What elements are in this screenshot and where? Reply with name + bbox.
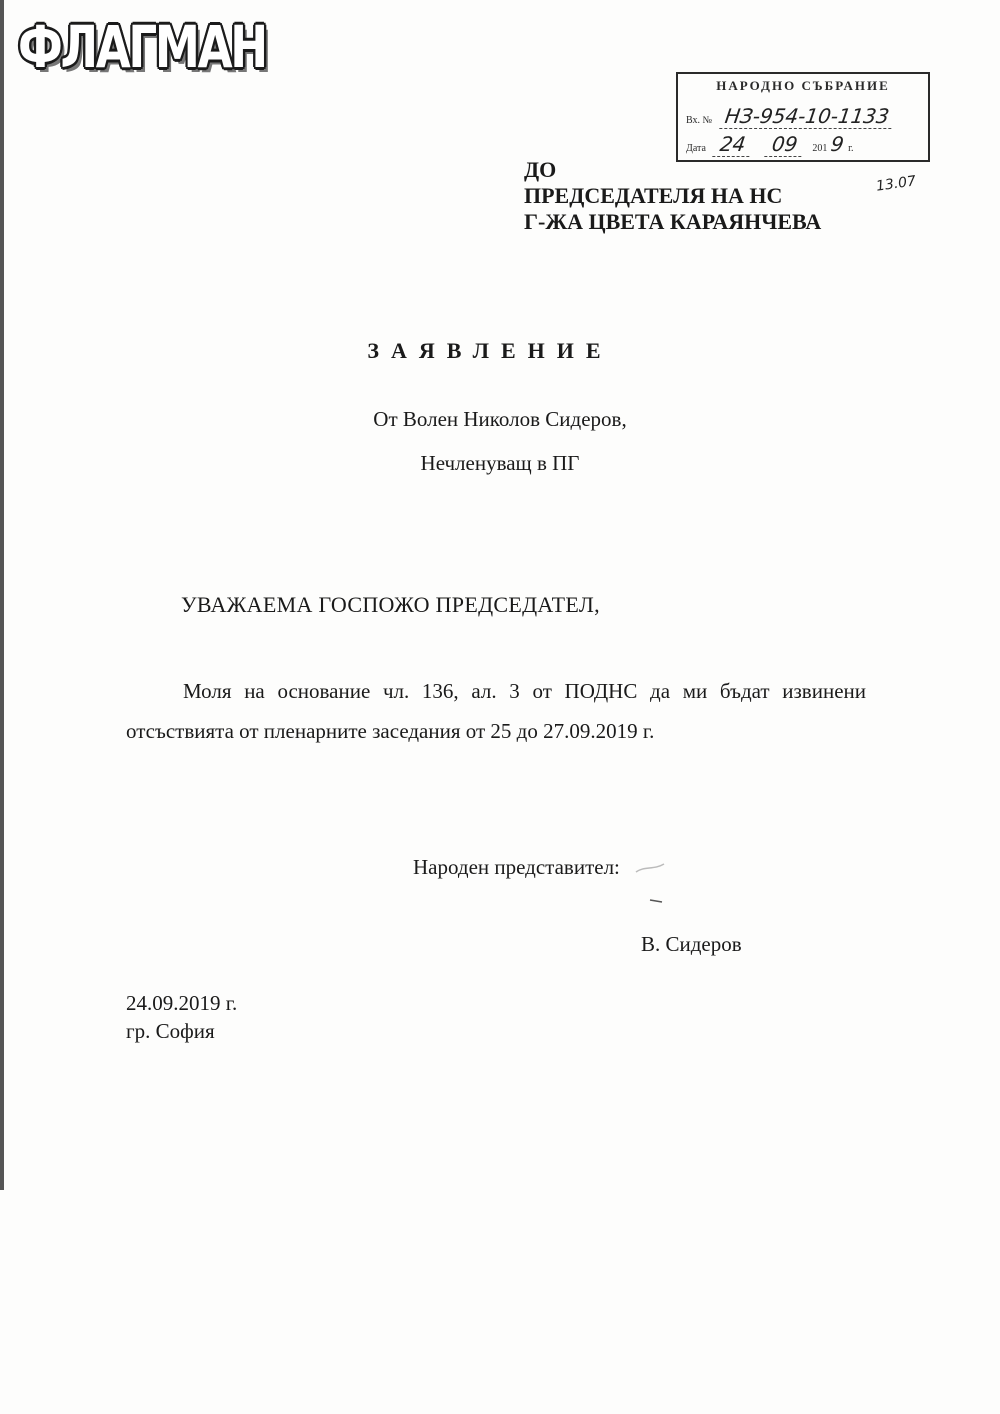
addressee-block	[524, 157, 821, 235]
stamp-date-label: Дата	[686, 143, 706, 154]
document-heading: ЗАЯВЛЕНИЕ	[367, 338, 613, 363]
stamp-number-row	[686, 104, 893, 129]
stamp-date-year-suffix: 9	[829, 132, 846, 156]
document-place: гр. София	[126, 1019, 215, 1043]
signatory-name: В. Сидеров	[641, 932, 742, 956]
stamp-date-year-end: г.	[848, 143, 854, 154]
sender-name: От Волен Николов Сидеров,	[373, 407, 627, 431]
stamp-date-day: 24	[713, 132, 754, 157]
signature-label: Народен представител:	[413, 855, 620, 879]
stamp-date-year-prefix: 201	[812, 143, 828, 154]
signature-scribble	[632, 852, 668, 912]
stamp-date-row	[686, 132, 854, 157]
flagman-logo: ФЛАГМАН	[18, 13, 266, 81]
handwritten-margin-note: 13.07	[875, 173, 918, 195]
sender-block	[0, 397, 1000, 485]
document-date: 24.09.2019 г.	[126, 991, 238, 1015]
addressee-line-2: ПРЕДСЕДАТЕЛЯ НА НС	[524, 183, 783, 208]
stamp-number-value: НЗ-954-10-1133	[719, 104, 895, 129]
request-body: Моля на основание чл. 136, ал. 3 от ПОДНС да ми бъдат извинени отсъствията от пленарните заседания от 25 до 27.09.2019 г.	[126, 679, 866, 743]
salutation: УВАЖАЕМА ГОСПОЖО ПРЕДСЕДАТЕЛ,	[181, 592, 600, 617]
addressee-line-1: ДО	[524, 157, 557, 182]
date-place-block	[126, 989, 237, 1045]
registration-stamp	[676, 72, 930, 162]
scan-edge-line	[0, 0, 4, 1190]
stamp-number-label: Вх. №	[686, 115, 713, 126]
stamp-title: НАРОДНО СЪБРАНИЕ	[716, 78, 890, 93]
addressee-line-3: Г-ЖА ЦВЕТА КАРАЯНЧЕВА	[524, 209, 822, 234]
stamp-date-month: 09	[765, 132, 806, 157]
sender-affiliation: Нечленуващ в ПГ	[420, 451, 580, 475]
